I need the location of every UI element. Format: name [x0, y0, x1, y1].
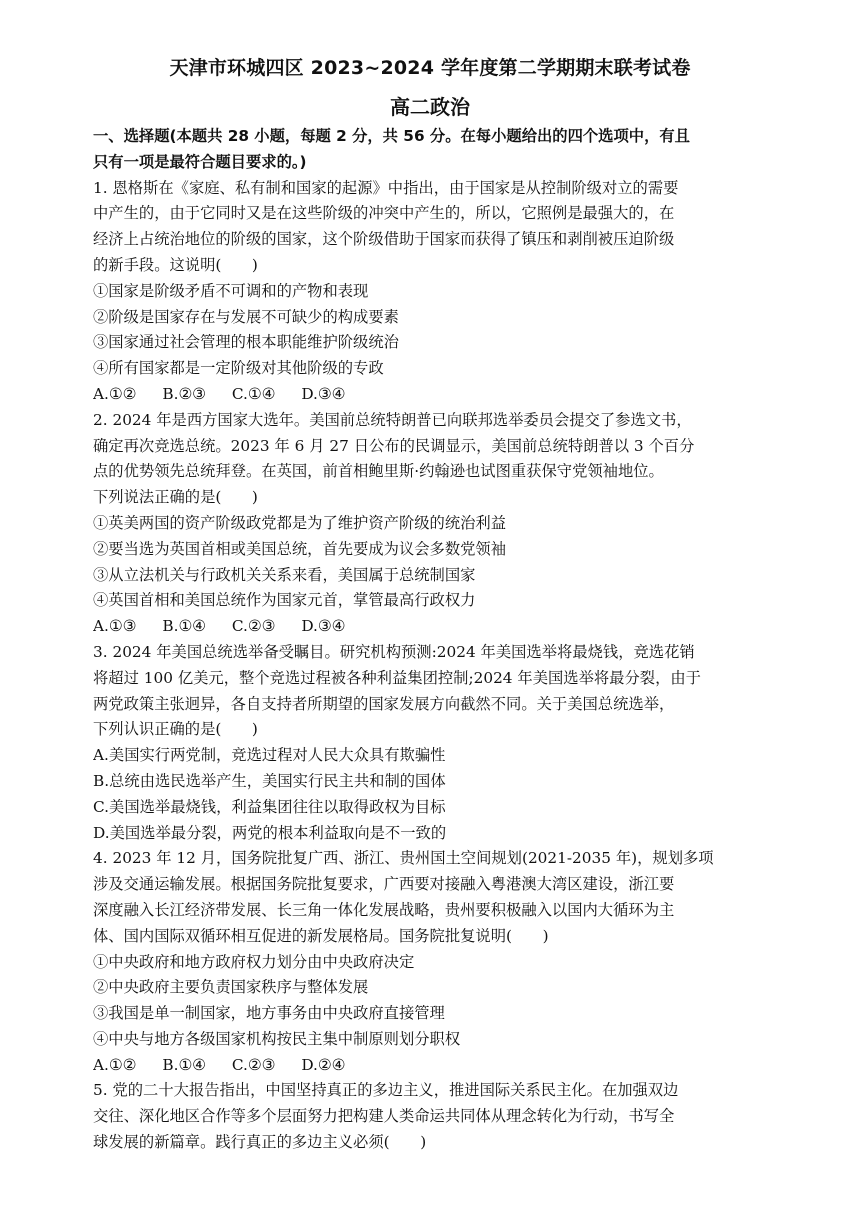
choice-c: C.②③: [231, 1055, 276, 1074]
choice-a: A.①③: [93, 617, 137, 636]
statement-option: ①英美两国的资产阶级政党都是为了维护资产阶级的统治利益: [93, 513, 507, 532]
statement-option: ②中央政府主要负责国家秩序与整体发展: [93, 978, 369, 997]
question-stem-line: 1. 恩格斯在《家庭、私有制和国家的起源》中指出，由于国家是从控制阶级对立的需要: [93, 178, 679, 197]
choice-option-c: C.美国选举最烧钱，利益集团往往以取得政权为目标: [93, 797, 446, 816]
choice-c: C.①④: [231, 384, 276, 403]
question-stem-line: 球发展的新篇章。践行真正的多边主义必须( ): [93, 1133, 427, 1152]
statement-option: ③从立法机关与行政机关关系来看，美国属于总统制国家: [93, 565, 476, 584]
question-stem-line: 2. 2024 年是西方国家大选年。美国前总统特朗普已向联邦选举委员会提交了参选文书，: [93, 410, 692, 429]
question-5: [93, 1078, 773, 1155]
question-stem-line: 体、国内国际双循环相互促进的新发展格局。国务院批复说明( ): [93, 926, 549, 945]
question-1: [93, 176, 773, 408]
choice-c: C.②③: [231, 617, 276, 636]
question-stem-line: 经济上占统治地位的阶级的国家，这个阶级借助于国家而获得了镇压和剥削被压迫阶级: [93, 230, 675, 249]
choice-b: B.①④: [162, 1055, 206, 1074]
question-stem-line: 5. 党的二十大报告指出，中国坚持真正的多边主义，推进国际关系民主化。在加强双边: [93, 1081, 679, 1100]
exam-subject: 高二政治: [390, 95, 470, 119]
question-stem-line: 4. 2023 年 12 月，国务院批复广西、浙江、贵州国土空间规划(2021-2035 年)，规划多项: [93, 849, 714, 868]
question-stem-line: 下列认识正确的是( ): [93, 720, 258, 739]
question-stem-line: 深度融入长江经济带发展、长三角一体化发展战略，贵州要积极融入以国内大循环为主: [93, 900, 675, 919]
statement-option: ①国家是阶级矛盾不可调和的产物和表现: [93, 281, 369, 300]
question-stem-line: 将超过 100 亿美元，整个竞选过程被各种利益集团控制;2024 年美国选举将最分裂，由于: [93, 668, 701, 687]
question-stem-line: 3. 2024 年美国总统选举备受瞩目。研究机构预测:2024 年美国选举将最烧钱，竞选花销: [93, 642, 695, 661]
statement-option: ④英国首相和美国总统作为国家元首，掌管最高行政权力: [93, 591, 476, 610]
question-stem-line: 点的优势领先总统拜登。在英国，前首相鲍里斯·约翰逊也试图重获保守党领袖地位。: [93, 462, 664, 481]
exam-title: 天津市环城四区 2023~2024 学年度第二学期期末联考试卷: [169, 57, 691, 79]
choice-d: D.③④: [301, 617, 346, 636]
question-stem-line: 涉及交通运输发展。根据国务院批复要求，广西要对接融入粤港澳大湾区建设，浙江要: [93, 875, 675, 894]
statement-option: ④所有国家都是一定阶级对其他阶级的专政: [93, 359, 384, 378]
statement-option: ①中央政府和地方政府权力划分由中央政府决定: [93, 952, 415, 971]
answer-choices: [93, 614, 773, 640]
choice-option-a: A.美国实行两党制，竞选过程对人民大众具有欺骗性: [93, 746, 446, 765]
statement-option: ③我国是单一制国家，地方事务由中央政府直接管理: [93, 1004, 445, 1023]
section-instruction-line: 一、选择题(本题共 28 小题，每题 2 分，共 56 分。在每小题给出的四个选项中，有且: [93, 127, 690, 145]
question-stem-line: 两党政策主张迥异，各自支持者所期望的国家发展方向截然不同。关于美国总统选举，: [93, 694, 675, 713]
question-stem-line: 中产生的，由于它同时又是在这些阶级的冲突中产生的，所以，它照例是最强大的，在: [93, 204, 675, 223]
answer-choices: [93, 382, 773, 408]
choice-d: D.③④: [301, 384, 346, 403]
statement-option: ④中央与地方各级国家机构按民主集中制原则划分职权: [93, 1029, 461, 1048]
choice-d: D.②④: [301, 1055, 346, 1074]
choice-option-d: D.美国选举最分裂，两党的根本利益取向是不一致的: [93, 823, 447, 842]
statement-option: ③国家通过社会管理的根本职能维护阶级统治: [93, 333, 399, 352]
choice-a: A.①②: [93, 384, 137, 403]
question-stem-line: 确定再次竞选总统。2023 年 6 月 27 日公布的民调显示，美国前总统特朗普以 3 个百分: [93, 436, 695, 455]
question-2: [93, 408, 773, 640]
section-instruction-line: 只有一项是最符合题目要求的。): [93, 152, 307, 171]
question-stem-line: 的新手段。这说明( ): [93, 255, 258, 274]
choice-option-b: B.总统由选民选举产生，美国实行民主共和制的国体: [93, 771, 446, 790]
statement-option: ②要当选为英国首相或美国总统，首先要成为议会多数党领袖: [93, 539, 507, 558]
question-3: [93, 640, 773, 846]
exam-body: [93, 124, 773, 1156]
question-4: [93, 846, 773, 1078]
question-stem-line: 下列说法正确的是( ): [93, 488, 258, 507]
statement-option: ②阶级是国家存在与发展不可缺少的构成要素: [93, 307, 399, 326]
choice-b: B.②③: [162, 384, 206, 403]
choice-a: A.①②: [93, 1055, 137, 1074]
choice-b: B.①④: [162, 617, 206, 636]
answer-choices: [93, 1053, 773, 1079]
question-stem-line: 交往、深化地区合作等多个层面努力把构建人类命运共同体从理念转化为行动，书写全: [93, 1107, 675, 1126]
